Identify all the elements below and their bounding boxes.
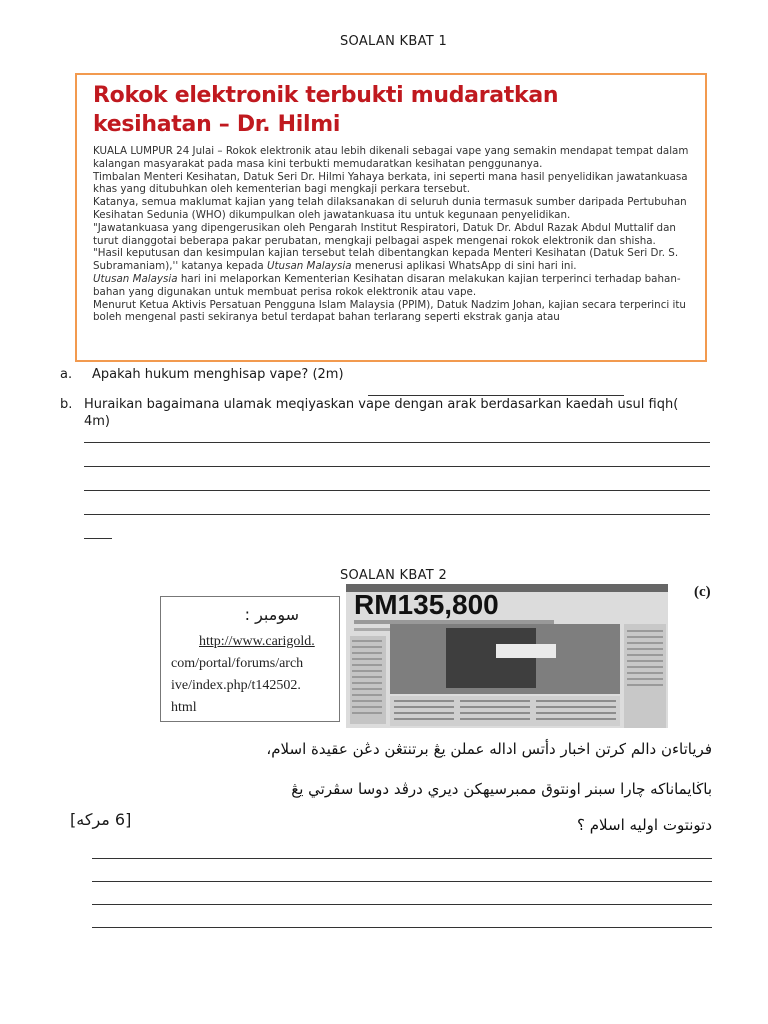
newspaper-scan-image	[346, 584, 668, 728]
answer-line-b[interactable]	[84, 490, 710, 491]
newspaper-scan-graphic	[346, 584, 668, 728]
source-url	[171, 631, 341, 719]
article-paragraph	[93, 247, 703, 273]
answer-line-b[interactable]	[84, 514, 710, 515]
news-scan-headline: RM135,800	[354, 589, 499, 620]
question-b-text: Huraikan bagaimana ulamak meqiyaskan vape dengan arak berdasarkan kaedah usul fiqh( 4m)	[84, 397, 679, 429]
article-italic: Utusan Malaysia	[93, 272, 178, 285]
article-text: "Hasil keputusan dan kesimpulan kajian tersebut telah dibentangkan kepada Menteri Kesihatan (Datuk Seri Dr. S. Subramaniam),'' katanya kepada	[93, 247, 679, 273]
marks-label: [6 مرکه]	[70, 810, 132, 829]
article-body	[93, 145, 703, 324]
source-clipping	[160, 596, 340, 722]
jawi-question-line: باڬايماناكه چارا سبنر اونتوق ممبرسيهكن ديري درڤد دوسا سڤرتي يڠ	[291, 780, 712, 798]
news-article-box	[75, 73, 707, 362]
article-italic: Utusan Malaysia	[266, 260, 352, 273]
article-text: hari ini melaporkan Kementerian Kesihatan disaran melakukan kajian terperinci terhadap bahan-bahan yang digunakan untuk membuat perisa rokok elektronik atau vape.	[93, 272, 681, 298]
jawi-question-line: فرياتاءن دالم كرتن اخبار دأتس اداله عملن يڠ برتنتڠن دڠن عقيدة اسلام،	[266, 740, 712, 758]
article-paragraph: KUALA LUMPUR 24 Julai – Rokok elektronik atau lebih dikenali sebagai vape yang semakin mendapat tempat dalam kalangan masyarakat pada masa kini terbukti memudaratkan kesihatan penggunanya.	[93, 145, 689, 170]
question-a-text: Apakah hukum menghisap vape? (2m)	[92, 367, 344, 382]
kbat1-heading: SOALAN KBAT 1	[340, 34, 448, 49]
article-paragraph: Timbalan Menteri Kesihatan, Datuk Seri Dr. Hilmi Yahaya berkata, ini seperti mana hasil penyelidikan jawatankuasa khas yang ditubuhkan oleh kementerian bagi mengkaji perkara tersebut.	[93, 170, 688, 196]
article-paragraph: "Jawatankuasa yang dipengerusikan oleh Pengarah Institut Respiratori, Datuk Dr. Abdul Razak Abdul Muttalif dan turut dianggotai beberapa pakar perubatan, mengkaji pelbagai aspek mengenai rokok elektronik dan shisha.	[93, 221, 676, 247]
source-url-line: html	[171, 700, 197, 715]
jawi-question-line: دتونتوت اوليه اسلام ؟	[577, 816, 712, 834]
article-text: menerusi aplikasi WhatsApp di sini hari ini.	[354, 260, 577, 273]
answer-line-b[interactable]	[84, 466, 710, 467]
answer-line-kbat2[interactable]	[92, 858, 712, 859]
source-url-line: http://www.carigold.	[199, 634, 315, 649]
source-label: سومبر :	[244, 605, 299, 624]
article-paragraph: Katanya, semua maklumat kajian yang telah dilaksanakan di seluruh dunia termasuk sumber daripada Pertubuhan Kesihatan Sedunia (WHO) dikumpulkan oleh jawatankuasa itu untuk kegunaan penyelidikan.	[93, 196, 687, 221]
answer-line-b[interactable]	[84, 442, 710, 443]
answer-line-kbat2[interactable]	[92, 881, 712, 882]
answer-line-kbat2[interactable]	[92, 927, 712, 928]
question-a-label: a.	[60, 367, 73, 382]
part-label: (c)	[694, 584, 711, 600]
headline-line-2: kesihatan – Dr. Hilmi	[93, 112, 341, 137]
answer-line-kbat2[interactable]	[92, 904, 712, 905]
article-headline	[93, 81, 653, 139]
question-b-label: b.	[60, 397, 73, 412]
kbat2-heading: SOALAN KBAT 2	[340, 568, 448, 583]
article-paragraph	[93, 273, 703, 299]
source-url-line: ive/index.php/t142502.	[171, 678, 301, 693]
source-url-line: com/portal/forums/arch	[171, 656, 304, 671]
headline-line-1: Rokok elektronik terbukti mudaratkan	[93, 83, 559, 108]
article-paragraph: Menurut Ketua Aktivis Persatuan Pengguna Islam Malaysia (PPIM), Datuk Nadzim Johan, kajian secara terperinci itu boleh mengenal pasti sekiranya betul terdapat bahan terlarang seperti ekstrak ganja atau	[93, 298, 686, 324]
answer-line-b[interactable]	[84, 538, 112, 539]
